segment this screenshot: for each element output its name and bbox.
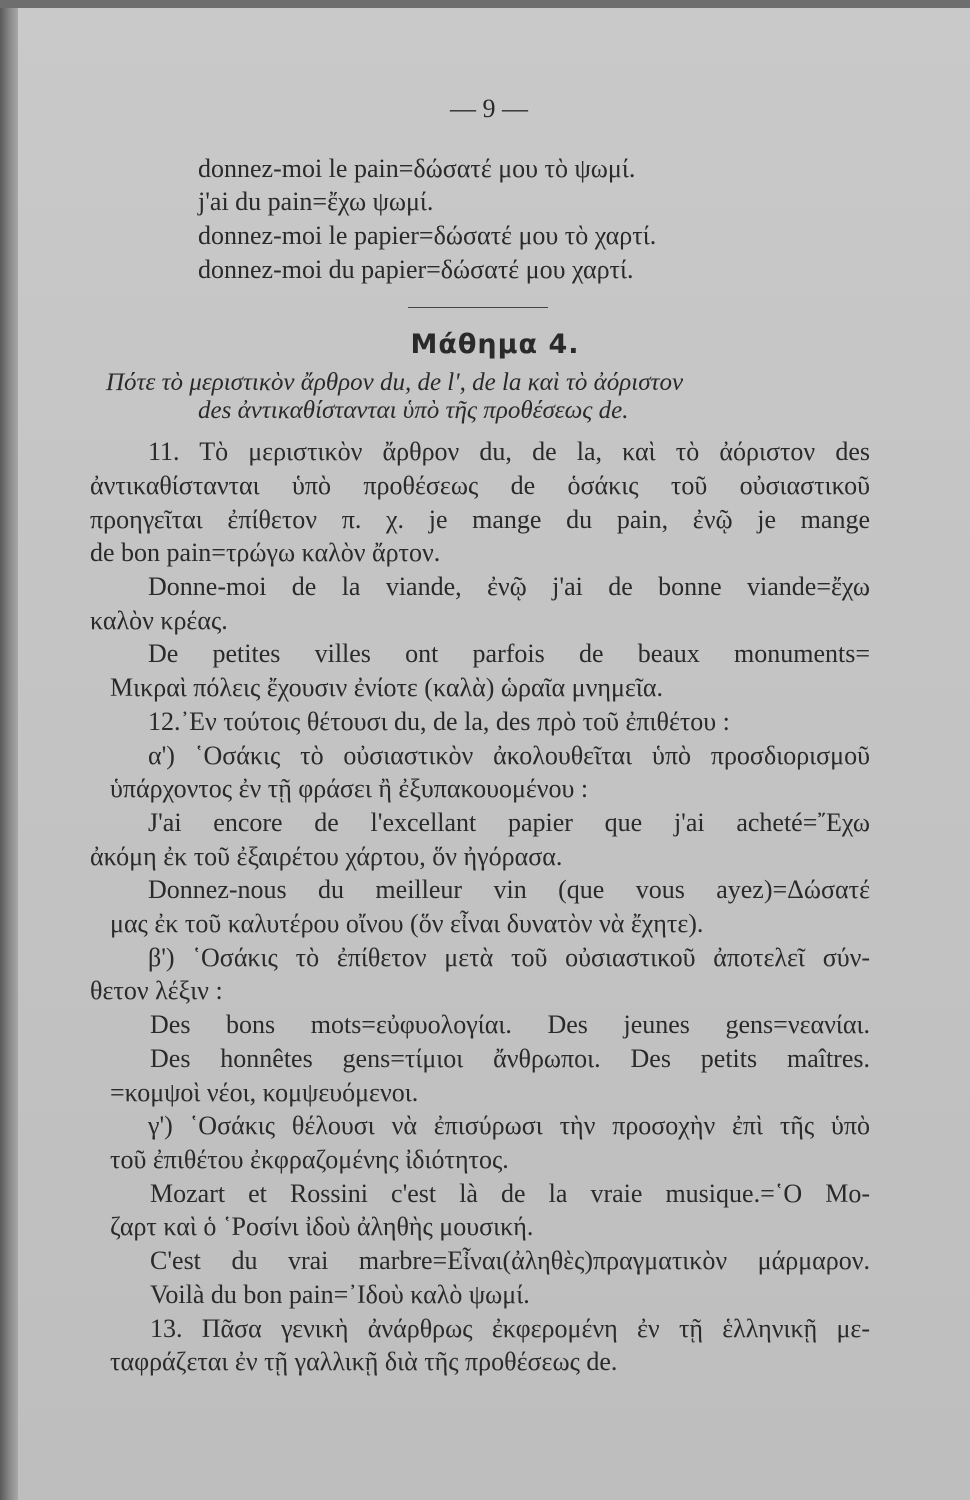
- body-line: J'ai encore de l'excellant papier que j'ai acheté=῎Εχω: [148, 807, 870, 837]
- body-line: προηγεῖται ἐπίθετον π. χ. je mange du pain, ἐνῷ je mange: [90, 504, 870, 534]
- body-line: Des honnêtes gens=τίμιοι ἄνθρωποι. Des petits maîtres.: [150, 1043, 870, 1073]
- body-line: De petites villes ont parfois de beaux monuments=: [148, 639, 870, 669]
- lesson-title: Μάθημα 4.: [410, 328, 580, 360]
- example-line: donnez-moi du papier=δώσατέ μου χαρτί.: [198, 254, 634, 284]
- section-divider: [408, 307, 548, 308]
- page-number: — 9 —: [450, 94, 528, 123]
- body-line: 11. Τὸ μεριστικὸν ἄρθρον du, de la, καὶ τὸ ἀόριστον des: [148, 437, 870, 467]
- body-line: ζαρτ καὶ ὁ ῾Ροσίνι ἰδοὺ ἀληθὴς μουσική.: [110, 1212, 534, 1242]
- body-line: θετον λέξιν :: [90, 976, 223, 1006]
- body-line: Donne-moi de la viande, ἐνῷ j'ai de bonne viande=ἔχω: [148, 572, 870, 602]
- example-line: donnez-moi le pain=δώσατέ μου τὸ ψωμί.: [198, 153, 636, 183]
- body-line: Donnez-nous du meilleur vin (que vous ayez)=Δώσατέ: [148, 875, 870, 905]
- body-line: Des bons mots=εὐφυολογίαι. Des jeunes gens=νεανίαι.: [150, 1010, 870, 1040]
- body-line: Μικραὶ πόλεις ἔχουσιν ἐνίοτε (καλὰ) ὡραῖα μνημεῖα.: [110, 673, 663, 703]
- body-line: ἀντικαθίστανται ὑπὸ προθέσεως de ὁσάκις τοῦ οὐσιαστικοῦ: [90, 470, 870, 500]
- body-line: Voilà du bon pain=᾿Ιδοὺ καλὸ ψωμί.: [150, 1279, 530, 1309]
- body-line: ταφράζεται ἐν τῇ γαλλικῇ διὰ τῆς προθέσεως de.: [110, 1347, 618, 1377]
- body-line: 12.᾿Εν τούτοις θέτουσι du, de la, des πρὸ τοῦ ἐπιθέτου :: [148, 706, 730, 736]
- body-line: de bon pain=τρώγω καλὸν ἄρτον.: [90, 538, 441, 568]
- book-page: [18, 8, 970, 1500]
- body-line: Mozart et Rossini c'est là de la vraie musique.=῾Ο Μο-: [150, 1178, 870, 1208]
- example-line: donnez-moi le papier=δώσατέ μου τὸ χαρτί.: [198, 221, 657, 251]
- body-line: 13. Πᾶσα γενικὴ ἀνάρθρως ἐκφερομένη ἐν τῇ ἑλληνικῇ με-: [150, 1313, 870, 1343]
- body-line: μας ἐκ τοῦ καλυτέρου οἴνου (ὅν εἶναι δυνατὸν νὰ ἔχητε).: [110, 909, 704, 939]
- body-line: τοῦ ἐπιθέτου ἐκφραζομένης ἰδιότητος.: [110, 1144, 509, 1174]
- lesson-subtitle-line1: Πότε τὸ μεριστικὸν ἄρθρον du, de l', de la καὶ τὸ ἀόριστον: [106, 369, 684, 397]
- body-line: ὑπάρχοντος ἐν τῇ φράσει ἢ ἐξυπακουομένου :: [110, 774, 589, 804]
- body-line: β') ῾Οσάκις τὸ ἐπίθετον μετὰ τοῦ οὐσιαστικοῦ ἀποτελεῖ σύν-: [148, 942, 870, 972]
- page-text: [90, 92, 870, 1379]
- lesson-subtitle-line2: des ἀντικαθίστανται ὑπὸ τῆς προθέσεως de.: [198, 397, 629, 425]
- body-line: γ') ῾Οσάκις θέλουσι νὰ ἐπισύρωσι τὴν προσοχὴν ἐπὶ τῆς ὑπὸ: [148, 1111, 870, 1141]
- body-line: α') ῾Οσάκις τὸ οὐσιαστικὸν ἀκολουθεῖται ὑπὸ προσδιορισμοῦ: [148, 740, 870, 770]
- body-line: καλὸν κρέας.: [90, 605, 228, 635]
- body-line: C'est du vrai marbre=Εἶναι(ἀληθὲς)πραγματικὸν μάρμαρον.: [150, 1246, 870, 1276]
- body-line: ἀκόμη ἐκ τοῦ ἐξαιρέτου χάρτου, ὅν ἠγόρασα.: [90, 841, 563, 871]
- example-line: j'ai du pain=ἔχω ψωμί.: [198, 187, 434, 217]
- top-edge: [0, 0, 970, 8]
- lesson-body: [90, 435, 870, 1379]
- examples-block: [90, 152, 870, 287]
- body-line: =κομψοὶ νέοι, κομψευόμενοι.: [110, 1077, 419, 1107]
- book-spine: [0, 0, 18, 1500]
